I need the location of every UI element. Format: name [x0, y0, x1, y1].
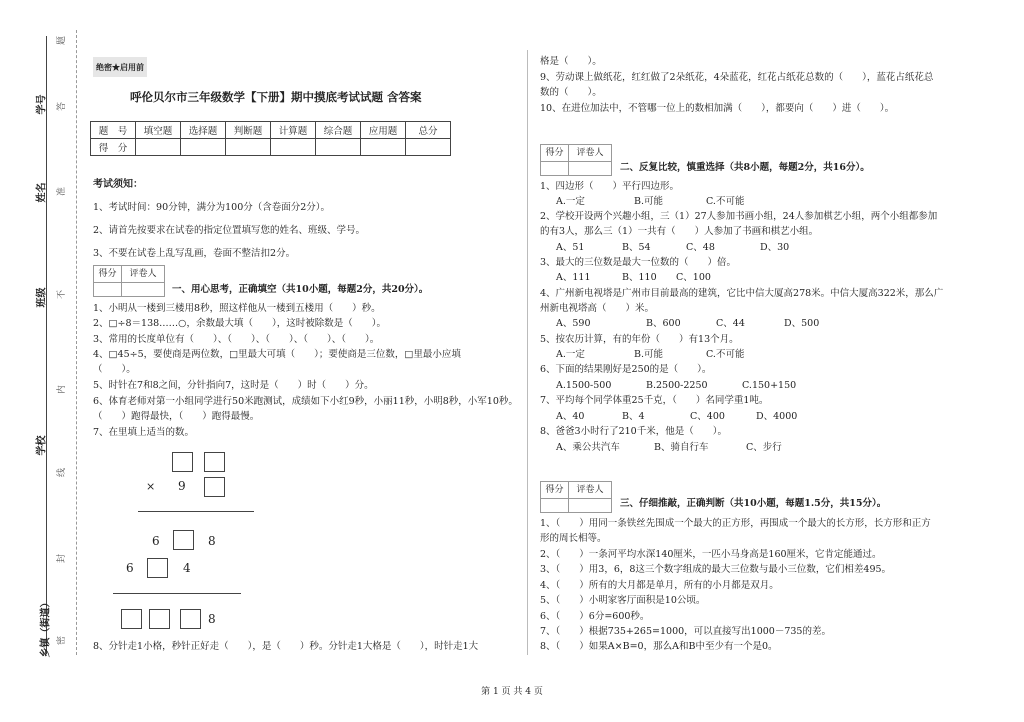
grader-reviewer-label: 评卷人 — [129, 269, 157, 279]
township-label: 乡镇（街道） — [40, 597, 52, 658]
score-table-score-row — [91, 139, 451, 156]
s2-option: A.一定 — [556, 349, 585, 360]
score-cell[interactable] — [406, 139, 451, 156]
digit-eight: 8 — [208, 612, 216, 626]
score-row-label: 得 分 — [91, 139, 136, 156]
s3-line: 7、（ ）根据735+265=1000，可以直接写出1000－735的差。 — [540, 626, 831, 637]
grader-box — [540, 481, 612, 513]
cut-char-da: 答 — [57, 101, 68, 112]
page-footer: 第 1 页 共 4 页 — [481, 687, 543, 697]
score-header-cell: 选择题 — [181, 122, 226, 139]
s2-option: B、4 — [622, 411, 645, 422]
s3-line: 8、（ ）如果A×B=0，那么A和B中至少有一个是0。 — [540, 641, 778, 652]
digit-six: 6 — [126, 561, 134, 575]
cut-line — [76, 30, 77, 655]
score-cell[interactable] — [136, 139, 181, 156]
s2-question: 的有3人，那么三（1）一共有（ ）人参加了书画和棋艺小组。 — [540, 226, 819, 237]
answer-box[interactable] — [204, 452, 225, 472]
score-cell[interactable] — [226, 139, 271, 156]
section1-line: 1、小明从一楼到三楼用8秒，照这样他从一楼到五楼用（ ）秒。 — [93, 303, 381, 314]
s2-question: 6、下面的结果刚好是250的是（ ）。 — [540, 364, 712, 375]
section1-line: 7、在里填上适当的数。 — [93, 427, 195, 438]
s3-line: 5、（ ）小明家客厅面积是10公顷。 — [540, 595, 706, 606]
section1-line: 2、□÷8＝138……○，余数最大填（ ），这时被除数是（ ）。 — [93, 318, 386, 329]
score-cell[interactable] — [181, 139, 226, 156]
answer-box[interactable] — [180, 609, 201, 629]
score-cell[interactable] — [361, 139, 406, 156]
binding-line — [46, 36, 47, 654]
s2-question: 1、四边形（ ）平行四边形。 — [540, 181, 680, 192]
answer-box[interactable] — [204, 477, 225, 497]
page-title: 呼伦贝尔市三年级数学【下册】期中摸底考试试题 含答案 — [130, 90, 422, 104]
cut-char-xian: 线 — [57, 467, 68, 478]
section1-line: 3、常用的长度单位有（ ）、（ ）、（ ）、（ ）、（ ）。 — [93, 334, 380, 345]
class-label: 班级 — [36, 287, 48, 308]
right-line: 格是（ ）。 — [540, 56, 602, 67]
s2-option: A、51 — [556, 242, 585, 253]
s2-option: D、500 — [784, 318, 820, 329]
s2-option: B、54 — [622, 242, 651, 253]
s2-option: A、40 — [556, 411, 585, 422]
score-table-header-row — [91, 122, 451, 139]
digit-eight: 8 — [208, 534, 216, 548]
s2-option: B、600 — [646, 318, 681, 329]
s2-option: A.1500-500 — [556, 380, 612, 391]
score-header-cell: 判断题 — [226, 122, 271, 139]
s3-line: 4、（ ）所有的大月都是单月，所有的小月都是双月。 — [540, 580, 779, 591]
section1-line: （ ）。 — [93, 364, 136, 375]
section1-line: 5、时针在7和8之间，分针指向7，这时是（ ）时（ ）分。 — [93, 380, 374, 391]
s2-question: 5、按农历计算，有的年份（ ）有13个月。 — [540, 334, 739, 345]
s2-option: A、111 — [556, 272, 591, 283]
s2-question: 2、学校开设两个兴趣小组，三（1）27人参加书画小组，24人参加棋艺小组，两个小组都参加 — [540, 211, 938, 222]
right-line: 9、劳动课上做纸花，红红做了2朵纸花，4朵蓝花，红花占纸花总数的（ ），蓝花占纸花总 — [540, 72, 934, 83]
notes-item: 3、不要在试卷上乱写乱画，卷面不整洁扣2分。 — [93, 248, 296, 259]
secret-label: 绝密★启用前 — [93, 57, 147, 77]
s2-option: C.150+150 — [742, 380, 797, 391]
s2-option: C、48 — [686, 242, 715, 253]
section1-line: 4、□45÷5，要使商是两位数，□里最大可填（ ）；要使商是三位数，□里最小应填 — [93, 349, 461, 360]
rule-line — [113, 593, 241, 594]
section1-line: 6、体育老师对第一小组同学进行50米跑测试，成绩如下小红9秒，小丽11秒，小明8秒，小军10秒。 — [93, 396, 518, 407]
s2-option: C.不可能 — [706, 196, 745, 207]
section1-heading: 一、用心思考，正确填空（共10小题，每题2分，共20分）。 — [172, 284, 429, 295]
notes-item: 2、请首先按要求在试卷的指定位置填写您的姓名、班级、学号。 — [93, 225, 366, 236]
s2-option: A、590 — [556, 318, 591, 329]
s2-question: 7、平均每个同学体重25千克，（ ）名同学重1吨。 — [540, 395, 769, 406]
s3-line: 6、（ ）6分=600秒。 — [540, 611, 650, 622]
score-header-cell: 计算题 — [271, 122, 316, 139]
score-header-cell: 总分 — [406, 122, 451, 139]
s2-option: C.不可能 — [706, 349, 745, 360]
notes-heading: 考试须知： — [93, 179, 143, 190]
section2-heading: 二、反复比较，慎重选择（共8小题，每题2分，共16分）。 — [620, 162, 870, 173]
s2-option: C、100 — [676, 272, 711, 283]
s2-option: C、步行 — [746, 442, 782, 453]
section1-line: （ ）跑得最快，（ ）跑得最慢。 — [93, 411, 260, 422]
s2-question: 州新电视塔高（ ）米。 — [540, 303, 655, 314]
section3-heading: 三、仔细推敲，正确判断（共10小题，每题1.5分，共15分）。 — [620, 498, 887, 509]
cut-char-zhun: 准 — [57, 186, 68, 197]
answer-box[interactable] — [121, 609, 142, 629]
answer-box[interactable] — [172, 452, 193, 472]
answer-box[interactable] — [147, 558, 168, 578]
score-header-cell: 题 号 — [91, 122, 136, 139]
s2-option: C、400 — [690, 411, 725, 422]
score-header-cell: 应用题 — [361, 122, 406, 139]
s2-option: A.一定 — [556, 196, 585, 207]
right-line: 数的（ ）。 — [540, 87, 602, 98]
grader-box — [93, 265, 165, 297]
s2-option: B.可能 — [634, 196, 664, 207]
s2-option: B、骑自行车 — [654, 442, 709, 453]
grader-score-label: 得分 — [541, 145, 569, 161]
notes-item: 1、考试时间：90分钟，满分为100分（含卷面分2分）。 — [93, 202, 331, 213]
score-table — [90, 121, 451, 156]
score-cell[interactable] — [316, 139, 361, 156]
times-sign: × — [146, 480, 156, 493]
right-line: 10、在进位加法中，不管哪一位上的数相加满（ ），都要向（ ）进（ ）。 — [540, 103, 895, 114]
digit-nine: 9 — [178, 479, 186, 493]
s2-option: C、44 — [716, 318, 745, 329]
rule-line — [138, 511, 254, 512]
s2-option: D、4000 — [756, 411, 798, 422]
student-id-label: 学号 — [36, 94, 48, 115]
s3-line: 形的周长相等。 — [540, 533, 607, 544]
s2-question: 8、爸爸3小时行了210千米，他是（ ）。 — [540, 426, 727, 437]
s2-option: A、乘公共汽车 — [556, 442, 620, 453]
score-header-cell: 综合题 — [316, 122, 361, 139]
grader-reviewer-label: 评卷人 — [576, 148, 604, 158]
grader-score-label: 得分 — [541, 482, 569, 498]
cut-char-mi: 密 — [57, 635, 68, 646]
score-cell[interactable] — [271, 139, 316, 156]
s2-question: 4、广州新电视塔是广州市目前最高的建筑，它比中信大厦高278米。中信大厦高322米，那么广 — [540, 288, 944, 299]
s2-question: 3、最大的三位数是最大一位数的（ ）倍。 — [540, 257, 737, 268]
digit-six: 6 — [152, 534, 160, 548]
s3-line: 3、（ ）用3，6，8这三个数字组成的最大三位数与最小三位数，它们相差495。 — [540, 564, 892, 575]
s2-option: B.可能 — [634, 349, 664, 360]
s2-option: D、30 — [760, 242, 790, 253]
cut-char-nei: 内 — [57, 384, 68, 395]
name-label: 姓名 — [36, 182, 48, 203]
s3-line: 2、（ ）一条河平均水深140厘米，一匹小马身高是160厘米，它肯定能通过。 — [540, 549, 882, 560]
section1-q8: 8、分针走1小格，秒针正好走（ ），是（ ）秒。分针走1大格是（ ），时针走1大 — [93, 641, 479, 652]
s2-option: B.2500-2250 — [646, 380, 708, 391]
cut-char-feng: 封 — [57, 553, 68, 564]
s2-option: B、110 — [622, 272, 657, 283]
school-label: 学校 — [36, 435, 48, 456]
grader-box — [540, 144, 612, 176]
answer-box[interactable] — [149, 609, 170, 629]
grader-reviewer-label: 评卷人 — [576, 485, 604, 495]
s3-line: 1、（ ）用同一条铁丝先围成一个最大的正方形，再围成一个最大的长方形，长方形和正方 — [540, 518, 931, 529]
grader-score-label: 得分 — [94, 266, 122, 282]
digit-four: 4 — [183, 561, 191, 575]
answer-box[interactable] — [173, 530, 194, 550]
score-header-cell: 填空题 — [136, 122, 181, 139]
cut-char-bu: 不 — [57, 289, 68, 300]
column-divider — [527, 50, 528, 655]
cut-char-ti: 题 — [57, 35, 68, 46]
